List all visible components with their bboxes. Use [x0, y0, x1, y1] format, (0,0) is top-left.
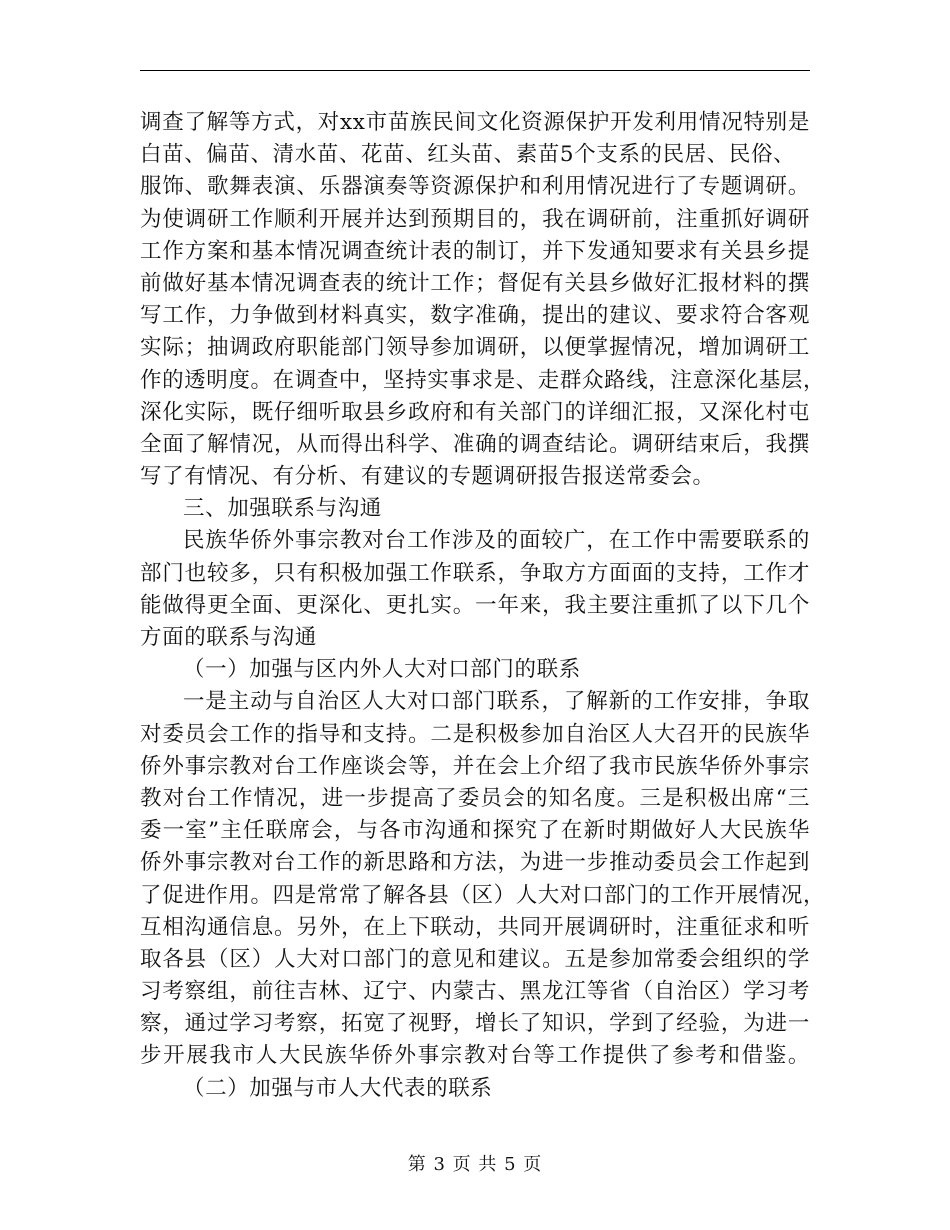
text-line: 教对台工作情况，进一步提高了委员会的知名度。三是积极出席“三 — [140, 785, 810, 811]
text-line: （二）加强与市人大代表的联系 — [183, 1075, 493, 1101]
text-line: 取各县（区）人大对口部门的意见和建议。五是参加常委会组织的学 — [140, 946, 810, 972]
text-line: 三、加强联系与沟通 — [183, 496, 382, 522]
text-line: 为使调研工作顺利开展并达到预期目的，我在调研前，注重抓好调研 — [140, 206, 810, 232]
text-line: 委一室”主任联席会，与各市沟通和探究了在新时期做好人大民族华 — [140, 818, 810, 844]
text-line: 白苗、偏苗、清水苗、花苗、红头苗、素苗5个支系的民居、民俗、 — [140, 142, 796, 168]
page-number-footer: 第 3 页 共 5 页 — [407, 1154, 543, 1175]
text-line: 能做得更全面、更深化、更扎实。一年来，我主要注重抓了以下几个 — [140, 592, 810, 618]
text-line: 一是主动与自治区人大对口部门联系，了解新的工作安排，争取 — [183, 689, 810, 715]
text-line: 步开展我市人大民族华侨外事宗教对台等工作提供了参考和借鉴。 — [140, 1043, 810, 1069]
text-line: 写了有情况、有分析、有建议的专题调研报告报送常委会。 — [140, 464, 715, 490]
text-line: 前做好基本情况调查表的统计工作；督促有关县乡做好汇报材料的撰 — [140, 270, 810, 296]
text-line: 全面了解情况，从而得出科学、准确的调查结论。调研结束后，我撰 — [140, 431, 810, 457]
text-line: 作的透明度。在调查中，坚持实事求是、走群众路线，注意深化基层， — [140, 367, 826, 393]
text-line: 写工作，力争做到材料真实，数字准确，提出的建议、要求符合客观 — [140, 303, 810, 329]
text-line: 侨外事宗教对台工作的新思路和方法，为进一步推动委员会工作起到 — [140, 850, 810, 876]
text-line: 方面的联系与沟通 — [140, 625, 317, 650]
text-line: （一）加强与区内外人大对口部门的联系 — [183, 657, 581, 683]
text-line: 部门也较多，只有积极加强工作联系，争取方方面面的支持，工作才 — [140, 560, 810, 586]
text-line: 对委员会工作的指导和支持。二是积极参加自治区人大召开的民族华 — [140, 721, 810, 747]
text-line: 实际；抽调政府职能部门领导参加调研，以便掌握情况，增加调研工 — [140, 335, 810, 361]
text-line: 民族华侨外事宗教对台工作涉及的面较广，在工作中需要联系的 — [183, 528, 810, 554]
text-line: 习考察组，前往吉林、辽宁、内蒙古、黑龙江等省（自治区）学习考 — [140, 979, 810, 1005]
header-rule — [140, 70, 810, 71]
text-line: 察，通过学习考察，拓宽了视野，增长了知识，学到了经验，为进一 — [140, 1011, 810, 1037]
text-line: 调查了解等方式，对xx市苗族民间文化资源保护开发利用情况特别是 — [140, 110, 810, 135]
text-line: 互相沟通信息。另外，在上下联动，共同开展调研时，注重征求和听 — [140, 914, 810, 940]
text-line: 深化实际，既仔细听取县乡政府和有关部门的详细汇报，又深化村屯 — [140, 399, 810, 425]
text-line: 工作方案和基本情况调查统计表的制订，并下发通知要求有关县乡提 — [140, 238, 810, 264]
document-body — [140, 107, 826, 1105]
text-line: 服饰、歌舞表演、乐器演奏等资源保护和利用情况进行了专题调研。 — [140, 174, 810, 200]
text-line: 侨外事宗教对台工作座谈会等，并在会上介绍了我市民族华侨外事宗 — [140, 753, 810, 779]
text-line: 了促进作用。四是常常了解各县（区）人大对口部门的工作开展情况， — [140, 882, 826, 908]
